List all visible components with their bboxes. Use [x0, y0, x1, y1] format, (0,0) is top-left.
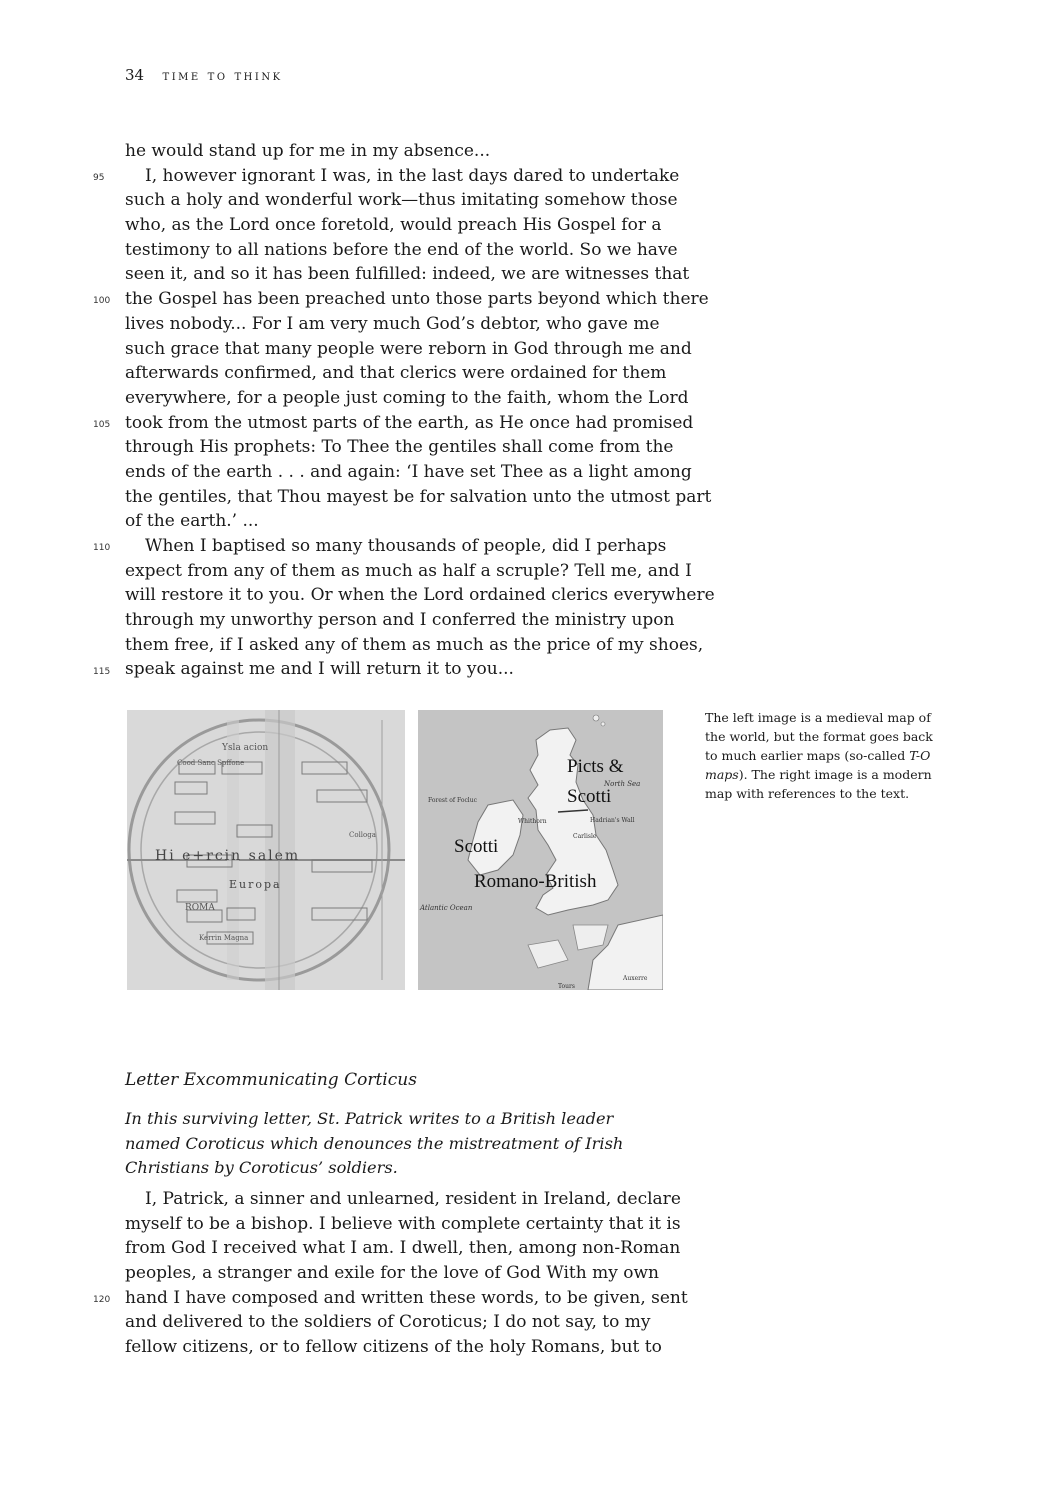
running-header: [125, 66, 283, 84]
medieval-map-image: [127, 710, 405, 990]
section-intro: In this surviving letter, St. Patrick writes to a British leader named Coroticus which denounces the mistreatment of Irish Christians by Coroticus’ soldiers.: [125, 1109, 624, 1177]
body-text: [125, 139, 715, 682]
map-label: Ysla acion: [222, 743, 269, 753]
caption-italic-term: T-O maps: [705, 748, 931, 782]
text-line: such a holy and wonderful work—thus imitating somehow those: [125, 190, 678, 211]
map-label-scotti-north: Scotti: [567, 786, 612, 807]
map-label: Auxerre: [623, 975, 648, 982]
map-label: Tours: [558, 983, 575, 990]
text-line: I, however ignorant I was, in the last days dared to undertake: [145, 165, 680, 186]
text-line: fellow citizens, or to fellow citizens of the holy Romans, but to: [125, 1337, 662, 1358]
map-label: Europa: [229, 878, 282, 891]
text-line: myself to be a bishop. I believe with complete certainty that it is: [125, 1213, 681, 1234]
modern-map-image: [418, 710, 663, 990]
section-title: Letter Excommunicating Corticus: [125, 1070, 417, 1090]
text-line: hand I have composed and written these words, to be given, sent: [125, 1287, 688, 1308]
line-number: 100: [93, 296, 111, 307]
text-line: such grace that many people were reborn in God through me and: [125, 338, 692, 359]
text-line: who, as the Lord once foretold, would preach His Gospel for a: [125, 215, 662, 236]
text-line: testimony to all nations before the end of the world. So we have: [125, 239, 678, 260]
text-line: through His prophets: To Thee the gentiles shall come from the: [125, 437, 674, 458]
text-line: and delivered to the soldiers of Coroticus; I do not say, to my: [125, 1312, 651, 1333]
text-line: of the earth.’ ...: [125, 511, 259, 532]
line-number: 115: [93, 666, 111, 677]
line-number: 110: [93, 543, 111, 554]
text-line: the gentiles, that Thou mayest be for salvation unto the utmost part: [125, 486, 712, 507]
map-label: Whithorn: [518, 818, 547, 825]
map-label: Cood Sanc Spffone: [177, 759, 245, 767]
text-line: from God I received what I am. I dwell, then, among non-Roman: [125, 1238, 681, 1259]
text-line: the Gospel has been preached unto those parts beyond which there: [125, 289, 709, 310]
text-line: afterwards confirmed, and that clerics were ordained for them: [125, 363, 667, 384]
map-label: Hadrian's Wall: [590, 817, 635, 824]
text-line: expect from any of them as much as half a scruple? Tell me, and I: [125, 560, 692, 581]
text-line: he would stand up for me in my absence...: [125, 141, 491, 161]
map-label: Kerrin Magna: [199, 934, 249, 942]
page-number: 34: [125, 66, 145, 84]
caption-text: The left image is a medieval map of the world, but the format goes back to much earlier maps (so-called: [705, 710, 933, 763]
text-line: everywhere, for a people just coming to the faith, whom the Lord: [125, 387, 689, 408]
text-line: I, Patrick, a sinner and unlearned, resident in Ireland, declare: [145, 1189, 681, 1209]
map-label: Atlantic Ocean: [420, 904, 473, 912]
text-line: seen it, and so it has been fulfilled: indeed, we are witnesses that: [125, 264, 690, 285]
line-number: 95: [93, 172, 105, 183]
map-label-scotti-ireland: Scotti: [454, 836, 499, 857]
map-label: Colloga: [349, 831, 376, 839]
line-number: 120: [93, 1294, 111, 1305]
medieval-map-drawing: [127, 710, 405, 990]
text-line: them free, if I asked any of them as much as the price of my shoes,: [125, 634, 704, 655]
map-label: Forest of Focluc: [428, 797, 477, 804]
map-label: Hi e+rcin salem: [155, 848, 301, 864]
line-number: 105: [93, 419, 111, 430]
map-label-picts: Picts &: [567, 756, 624, 777]
figure-caption: [705, 708, 940, 803]
text-line: will restore it to you. Or when the Lord ordained clerics everywhere: [125, 585, 715, 606]
map-label-romano-british: Romano-British: [474, 871, 597, 892]
text-line: lives nobody... For I am very much God’s debtor, who gave me: [125, 313, 660, 334]
running-title: time to think: [162, 68, 283, 84]
text-line: took from the utmost parts of the earth, as He once had promised: [125, 412, 694, 433]
text-line: When I baptised so many thousands of people, did I perhaps: [145, 536, 667, 556]
map-label: Carlisle: [573, 833, 597, 840]
caption-text-end: ). The right image is a modern map with references to the text.: [705, 767, 932, 801]
text-line: through my unworthy person and I conferred the ministry upon: [125, 610, 675, 631]
text-line: peoples, a stranger and exile for the love of God With my own: [125, 1263, 659, 1284]
text-line: ends of the earth . . . and again: ‘I have set Thee as a light among: [125, 461, 692, 482]
modern-map-drawing: [418, 710, 663, 990]
text-line: speak against me and I will return it to you...: [125, 659, 514, 680]
map-label: North Sea: [604, 780, 641, 788]
map-label: ROMA: [185, 903, 215, 913]
letter-text: [125, 1187, 688, 1360]
